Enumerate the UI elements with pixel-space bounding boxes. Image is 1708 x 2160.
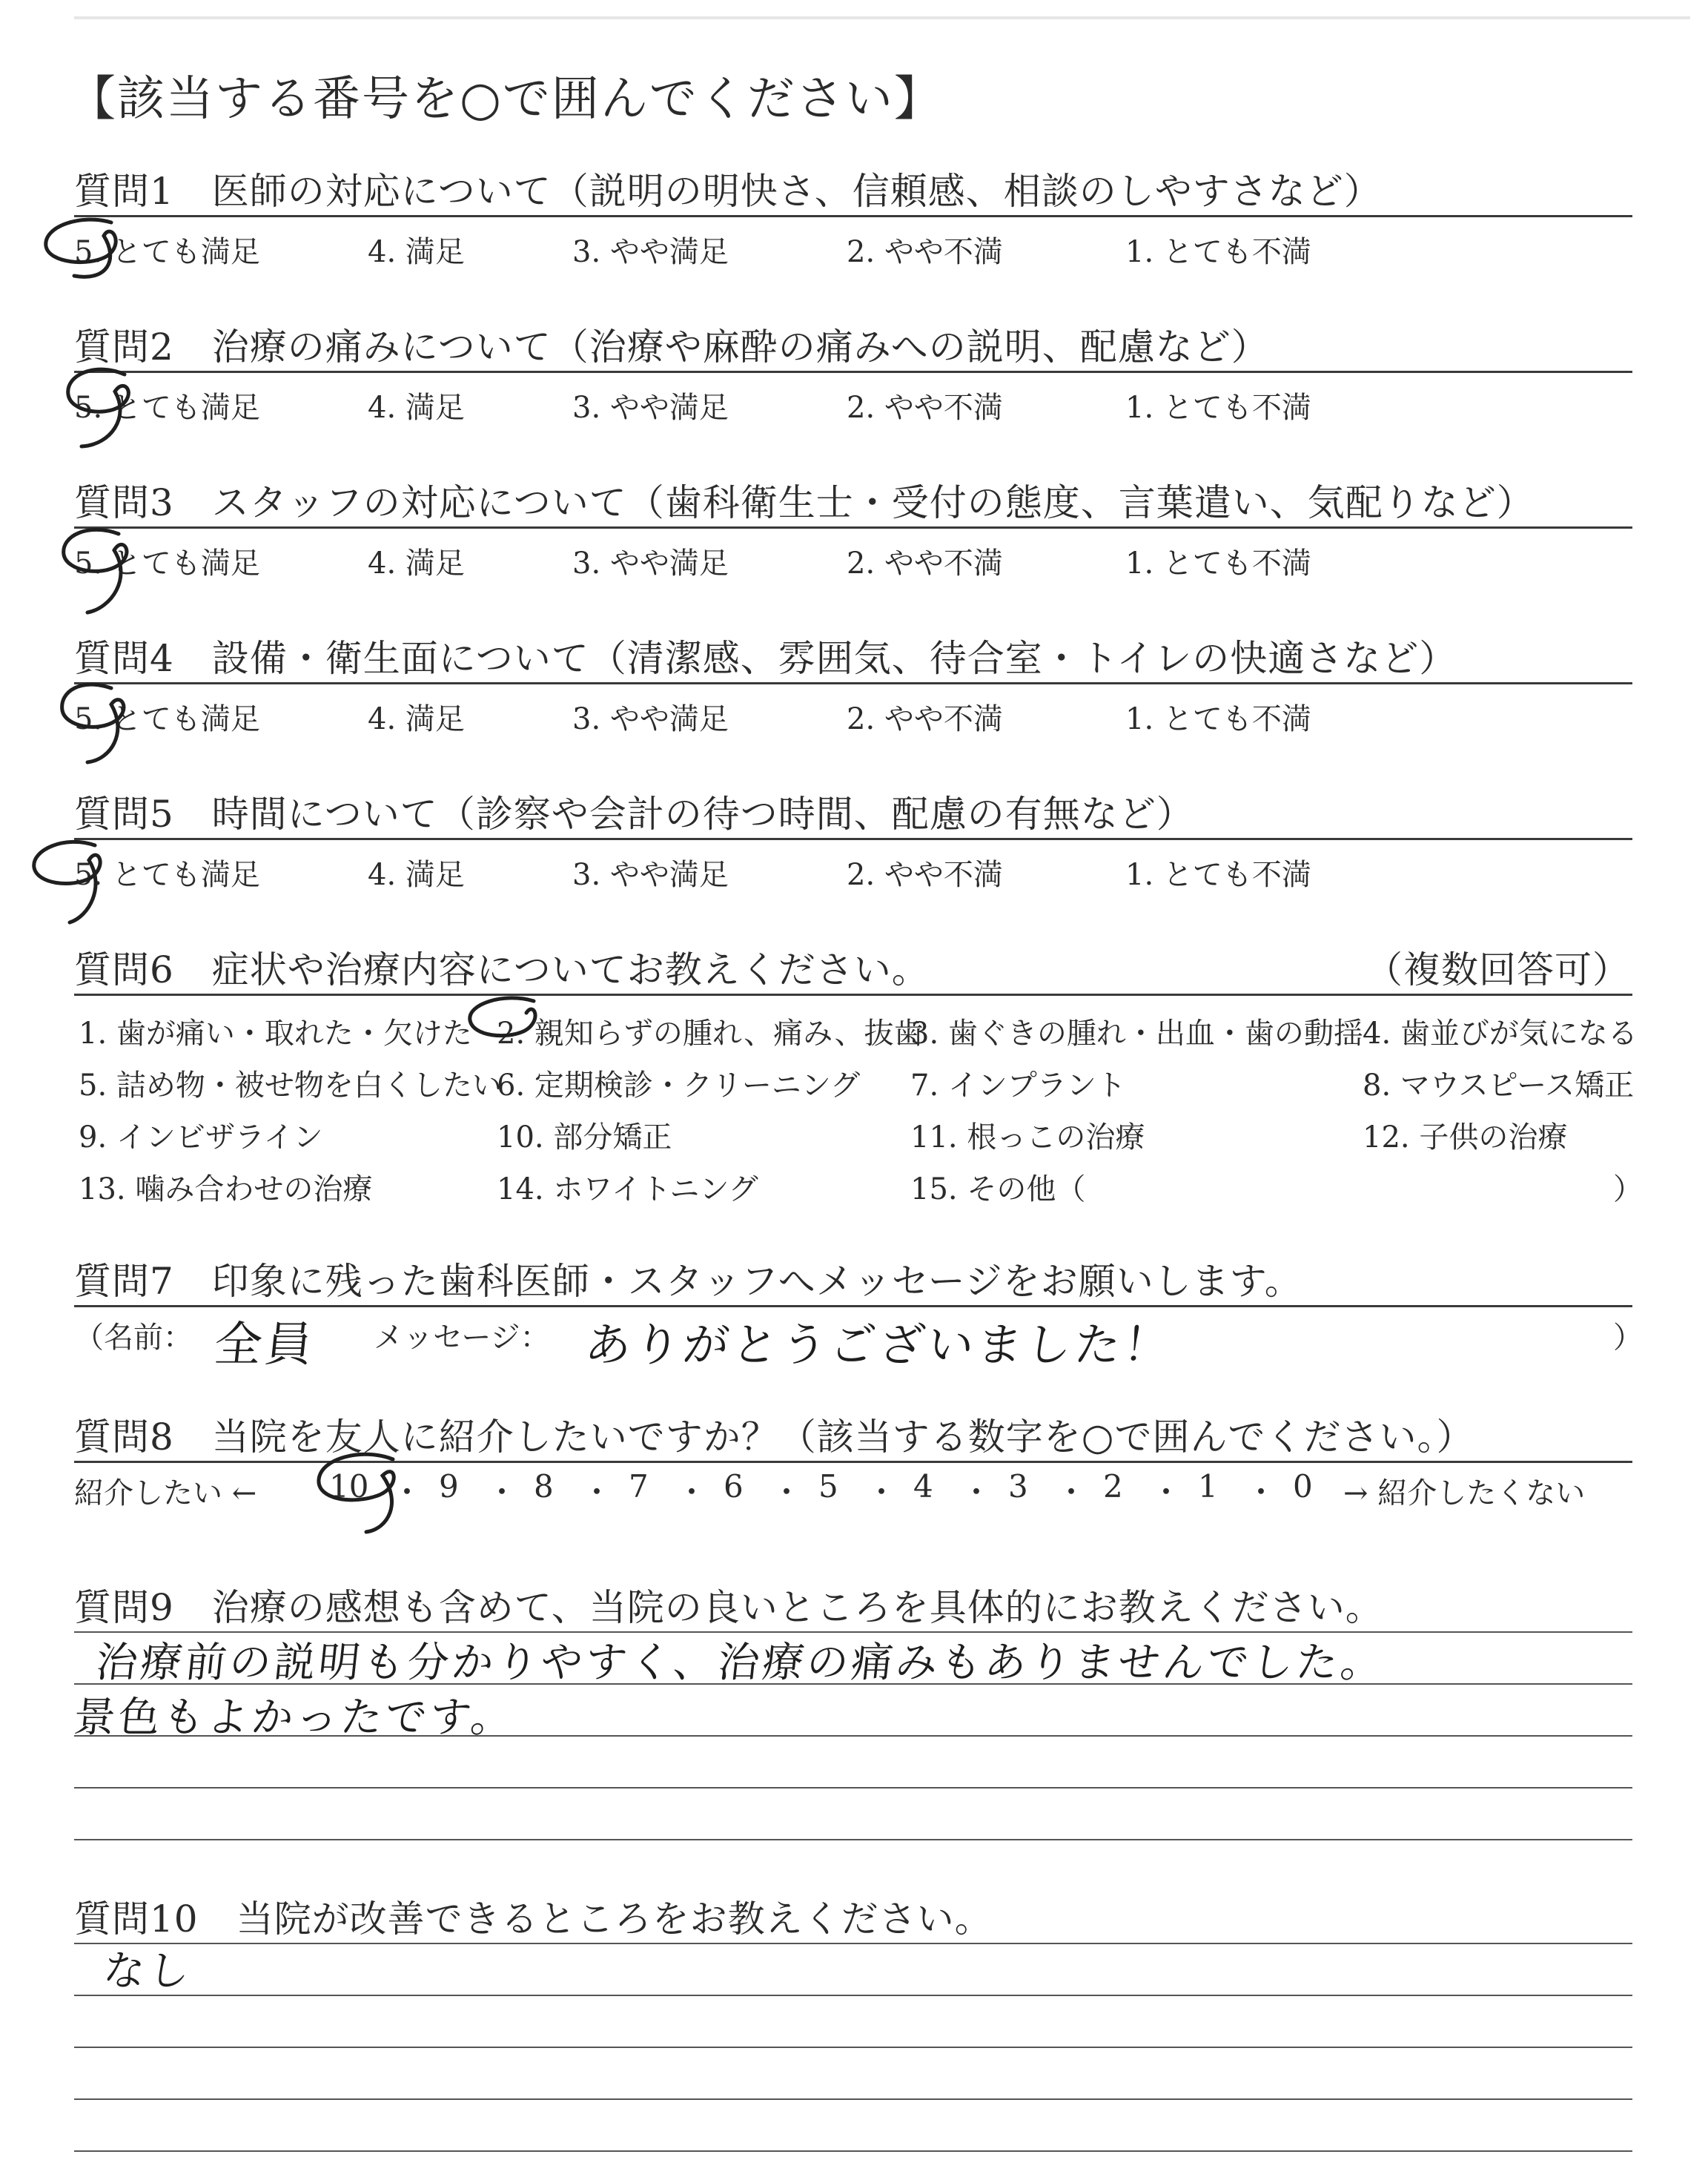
- q6-option-4[interactable]: 4. 歯並びが気になる: [1363, 1017, 1638, 1051]
- q6-option-6[interactable]: 6. 定期検診・クリーニング: [497, 1069, 861, 1103]
- question-8-rule: [74, 1461, 1632, 1463]
- q7-message-value[interactable]: ありがとうございました！: [582, 1318, 1176, 1372]
- question-1-rule: [74, 215, 1632, 217]
- q6-option-8[interactable]: 8. マウスピース矯正: [1363, 1069, 1635, 1103]
- q8-value-2[interactable]: 2: [1103, 1468, 1123, 1505]
- question-8-title: 質問8 当院を友人に紹介したいですか？（該当する数字を○で囲んでください。）: [74, 1416, 1474, 1459]
- q10-line: [74, 1995, 1632, 1996]
- q6-option-12[interactable]: 12. 子供の治療: [1363, 1120, 1568, 1155]
- question-5-title: 質問5 時間について（診察や会計の待つ時間、配慮の有無など）: [74, 793, 1194, 836]
- question-6-title: 質問6 症状や治療内容についてお教えください。: [74, 948, 930, 991]
- q8-value-10[interactable]: 10: [329, 1468, 369, 1505]
- question-3-rule: [74, 526, 1632, 529]
- q3-option-4[interactable]: 4. 満足: [368, 546, 465, 581]
- q10-line: [74, 2098, 1632, 2100]
- q6-option-9[interactable]: 9. インビザライン: [79, 1120, 323, 1155]
- q2-option-3[interactable]: 3. やや満足: [572, 391, 729, 425]
- q9-answer-line-2[interactable]: 景色もよかったです。: [71, 1694, 518, 1742]
- q9-line: [74, 1839, 1632, 1840]
- question-2-rule: [74, 371, 1632, 373]
- scan-edge: [74, 16, 1690, 19]
- question-6-rule: [74, 994, 1632, 996]
- q1-option-2[interactable]: 2. やや不満: [847, 235, 1003, 269]
- q4-option-5[interactable]: 5. とても満足: [74, 702, 260, 736]
- q8-left-label: 紹介したい ←: [74, 1476, 257, 1510]
- q6-option-10[interactable]: 10. 部分矯正: [497, 1120, 672, 1155]
- q6-option-5[interactable]: 5. 詰め物・被せ物を白くしたい: [79, 1069, 502, 1103]
- q6-option-14[interactable]: 14. ホワイトニング: [497, 1172, 758, 1206]
- q4-option-4[interactable]: 4. 満足: [368, 702, 465, 736]
- q2-option-2[interactable]: 2. やや不満: [847, 391, 1003, 425]
- q8-separator: ・: [1056, 1474, 1088, 1510]
- q10-line: [74, 2150, 1632, 2152]
- q2-option-1[interactable]: 1. とても不満: [1125, 391, 1311, 425]
- q8-value-3[interactable]: 3: [1008, 1468, 1028, 1505]
- q6-option-15[interactable]: 15. その他（: [910, 1172, 1086, 1206]
- q5-option-1[interactable]: 1. とても不満: [1125, 858, 1311, 892]
- q8-separator: ・: [961, 1474, 993, 1510]
- q8-value-0[interactable]: 0: [1293, 1468, 1313, 1505]
- form-header: 【該当する番号を○で囲んでください】: [68, 72, 943, 127]
- q4-option-1[interactable]: 1. とても不満: [1125, 702, 1311, 736]
- q4-option-2[interactable]: 2. やや不満: [847, 702, 1003, 736]
- q10-answer-line-1[interactable]: なし: [101, 1947, 195, 1995]
- q8-value-4[interactable]: 4: [913, 1468, 933, 1505]
- q8-separator: ・: [1151, 1474, 1182, 1510]
- q8-right-label: → 紹介したくない: [1343, 1476, 1586, 1510]
- q3-option-3[interactable]: 3. やや満足: [572, 546, 729, 581]
- q9-line: [74, 1787, 1632, 1789]
- q5-option-5[interactable]: 5. とても満足: [74, 858, 260, 892]
- q1-option-5[interactable]: 5. とても満足: [74, 235, 260, 269]
- q10-line: [74, 2047, 1632, 2048]
- q8-separator: ・: [676, 1474, 708, 1510]
- q8-separator: ・: [771, 1474, 803, 1510]
- q6-option-13[interactable]: 13. 噛み合わせの治療: [79, 1172, 373, 1206]
- q8-value-6[interactable]: 6: [724, 1468, 744, 1505]
- q5-option-2[interactable]: 2. やや不満: [847, 858, 1003, 892]
- q7-name-label: （名前：: [74, 1321, 193, 1355]
- q8-value-9[interactable]: 9: [439, 1468, 459, 1505]
- question-4-rule: [74, 682, 1632, 684]
- q8-value-8[interactable]: 8: [534, 1468, 554, 1505]
- q8-value-7[interactable]: 7: [629, 1468, 649, 1505]
- q8-separator: ・: [581, 1474, 613, 1510]
- q1-option-4[interactable]: 4. 満足: [368, 235, 465, 269]
- q6-option-3[interactable]: 3. 歯ぐきの腫れ・出血・歯の動揺: [910, 1017, 1363, 1051]
- q6-option-7[interactable]: 7. インプラント: [910, 1069, 1126, 1103]
- q8-separator: ・: [866, 1474, 898, 1510]
- q5-option-4[interactable]: 4. 満足: [368, 858, 465, 892]
- question-1-title: 質問1 医師の対応について（説明の明快さ、信頼感、相談のしやすさなど）: [74, 170, 1382, 213]
- question-3-title: 質問3 スタッフの対応について（歯科衛生士・受付の態度、言葉遣い、気配りなど）: [74, 481, 1535, 524]
- q2-option-5[interactable]: 5. とても満足: [74, 391, 260, 425]
- q6-option-2[interactable]: 2. 親知らずの腫れ、痛み、抜歯: [497, 1017, 924, 1051]
- q8-separator: ・: [1245, 1474, 1277, 1510]
- q1-option-3[interactable]: 3. やや満足: [572, 235, 729, 269]
- q3-option-5[interactable]: 5. とても満足: [74, 546, 260, 581]
- q9-answer-line-1[interactable]: 治療前の説明も分かりやすく、治療の痛みもありませんでした。: [93, 1639, 1388, 1687]
- q6-option-1[interactable]: 1. 歯が痛い・取れた・欠けた: [79, 1017, 472, 1051]
- question-4-title: 質問4 設備・衛生面について（清潔感、雰囲気、待合室・トイレの快適さなど）: [74, 637, 1457, 680]
- question-10-title: 質問10 当院が改善できるところをお教えください。: [74, 1898, 993, 1941]
- q1-option-1[interactable]: 1. とても不満: [1125, 235, 1311, 269]
- q7-message-label: メッセージ：: [374, 1321, 550, 1355]
- q8-value-1[interactable]: 1: [1198, 1468, 1218, 1505]
- question-2-title: 質問2 治療の痛みについて（治療や麻酔の痛みへの説明、配慮など）: [74, 326, 1269, 369]
- q8-separator: ・: [486, 1474, 518, 1510]
- q7-name-value[interactable]: 全員: [211, 1318, 319, 1373]
- question-7-title: 質問7 印象に残った歯科医師・スタッフへメッセージをお願いします。: [74, 1260, 1302, 1303]
- question-6-note: （複数回答可）: [1366, 948, 1630, 991]
- q8-value-5[interactable]: 5: [818, 1468, 838, 1505]
- q6-other-close-paren: ）: [1613, 1172, 1643, 1206]
- q6-option-11[interactable]: 11. 根っこの治療: [910, 1120, 1145, 1155]
- q3-option-1[interactable]: 1. とても不満: [1125, 546, 1311, 581]
- question-9-title: 質問9 治療の感想も含めて、当院の良いところを具体的にお教えください。: [74, 1586, 1383, 1629]
- q7-close-paren: ）: [1613, 1321, 1643, 1355]
- q8-separator: ・: [391, 1474, 423, 1510]
- q2-option-4[interactable]: 4. 満足: [368, 391, 465, 425]
- question-5-rule: [74, 838, 1632, 840]
- q3-option-2[interactable]: 2. やや不満: [847, 546, 1003, 581]
- q5-option-3[interactable]: 3. やや満足: [572, 858, 729, 892]
- q10-line: [74, 1943, 1632, 1944]
- q4-option-3[interactable]: 3. やや満足: [572, 702, 729, 736]
